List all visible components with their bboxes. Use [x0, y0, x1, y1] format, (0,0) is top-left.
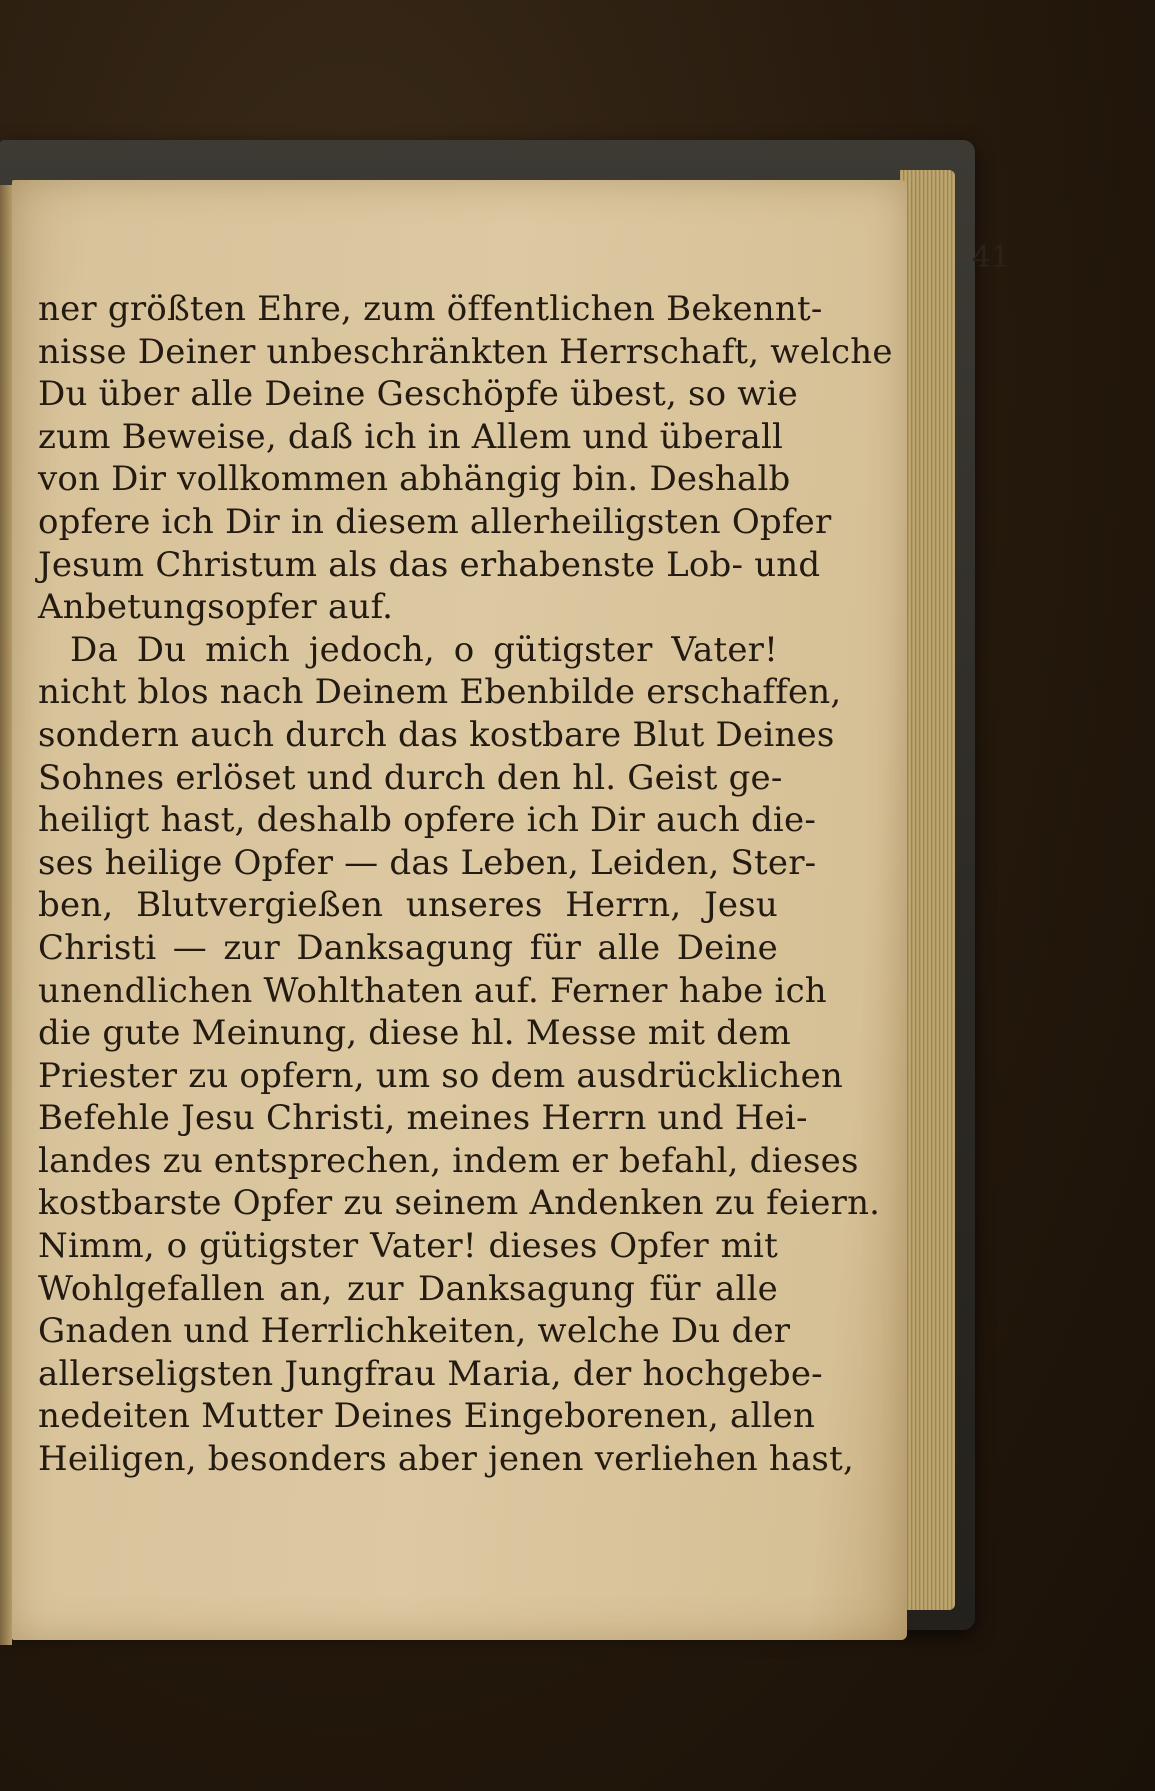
page-block-edges [900, 170, 955, 1610]
text-line: Da Du mich jedoch, o gütigster Vater! [70, 629, 778, 670]
text-line: die gute Meinung, diese hl. Messe mit dem [38, 1013, 791, 1054]
text-line: Christi — zur Danksagung für alle Deine [38, 927, 778, 968]
text-line: nicht blos nach Deinem Ebenbilde erschaffen, [38, 672, 842, 713]
text-line: zum Beweise, daß ich in Allem und überall [38, 416, 784, 457]
text-line: Wohlgefallen an, zur Danksagung für alle [38, 1268, 778, 1309]
text-line: heiligt hast, deshalb opfere ich Dir auch die- [38, 800, 817, 841]
left-page-edge [0, 185, 12, 1645]
text-line: Heiligen, besonders aber jenen verliehen hast, [38, 1439, 854, 1480]
text-line: ses heilige Opfer — das Leben, Leiden, Ster- [38, 842, 817, 883]
text-line: landes zu entsprechen, indem er befahl, dieses [38, 1140, 859, 1181]
text-line: opfere ich Dir in diesem allerheiligsten Opfer [38, 501, 832, 542]
text-line: Du über alle Deine Geschöpfe übest, so wie [38, 374, 798, 415]
text-line: ner größten Ehre, zum öffentlichen Bekennt- [38, 289, 823, 329]
page-text [38, 288, 893, 1481]
text-line: Anbetungsopfer auf. [38, 587, 394, 628]
text-line: Befehle Jesu Christi, meines Herrn und Hei- [38, 1098, 808, 1139]
text-line: von Dir vollkommen abhängig bin. Deshalb [38, 459, 791, 500]
text-line: allerseligsten Jungfrau Maria, der hochgebe- [38, 1353, 823, 1394]
text-line: sondern auch durch das kostbare Blut Deines [38, 714, 835, 755]
text-line: ben, Blutvergießen unseres Herrn, Jesu [38, 885, 778, 926]
text-line: nedeiten Mutter Deines Eingeborenen, allen [38, 1396, 816, 1437]
text-line: nisse Deiner unbeschränkten Herrschaft, welche [38, 331, 893, 372]
text-line: Sohnes erlöset und durch den hl. Geist ge- [38, 757, 783, 798]
text-line: Priester zu opfern, um so dem ausdrücklichen [38, 1055, 844, 1096]
text-line: unendlichen Wohlthaten auf. Ferner habe ich [38, 970, 827, 1011]
text-line: kostbarste Opfer zu seinem Andenken zu feiern. [38, 1183, 881, 1224]
page-number: 41 [971, 240, 1010, 275]
text-line: Gnaden und Herrlichkeiten, welche Du der [38, 1311, 791, 1352]
text-line: Nimm, o gütigster Vater! dieses Opfer mit [38, 1226, 778, 1267]
text-line: Jesum Christum als das erhabenste Lob- und [38, 544, 821, 585]
